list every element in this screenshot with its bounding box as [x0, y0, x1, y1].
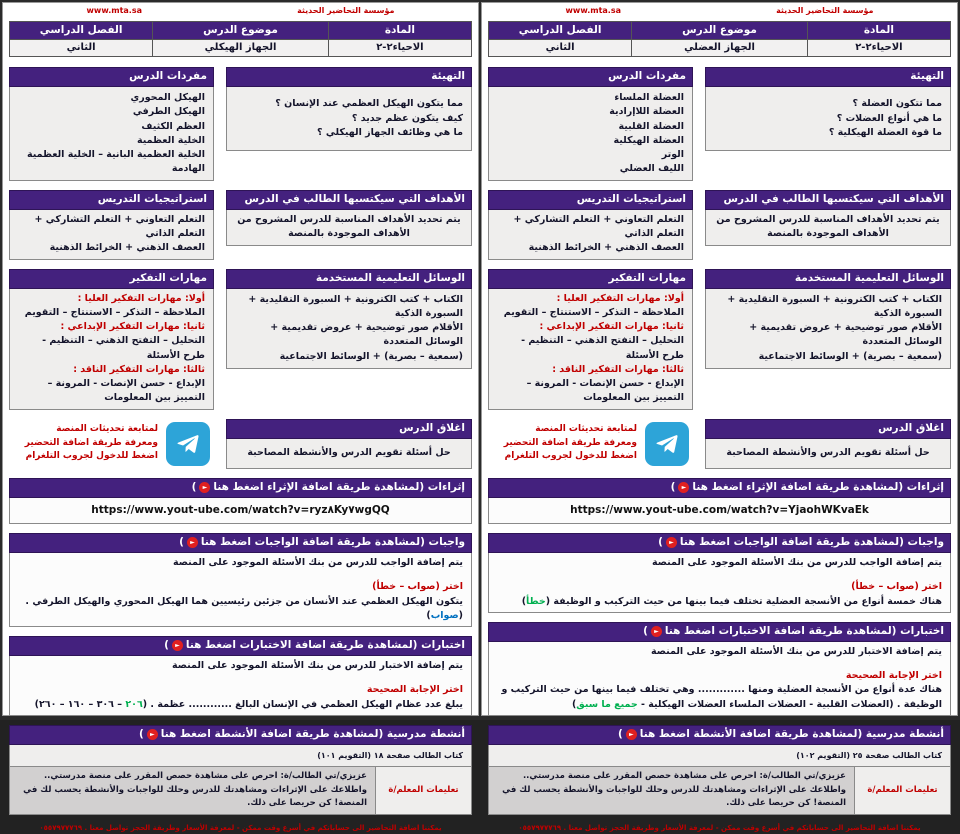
- skill-group-1-head: أولا: مهارات التفكير العليا :: [77, 292, 205, 304]
- list-item: عزيزي/تي الطالب/ة: احرص على مشاهدة حصص المقرر على منصة مدرستي..: [43, 771, 367, 781]
- skill-group-3-body: الإبداع - حسن الإنصات - المرونة – التمييز بين المعلومات: [526, 378, 684, 404]
- col-subject-header: المادة: [807, 22, 950, 40]
- enrichment-title: إثراءات (لمشاهدة طريقة اضافة الإثراء اضغط هنا: [692, 480, 944, 493]
- tests-title: اختبارات (لمشاهدة طريقة اضافة الاختبارات اضغط هنا: [185, 639, 465, 651]
- thinking-skills-body: [9, 289, 214, 410]
- list-item: لمتابعة تحديثات المنصة: [535, 424, 637, 435]
- list-item: العضلة الهيكلية: [613, 134, 684, 146]
- objectives-text: يتم تحديد الأهداف المناسبة للدرس المشروح من الأهداف الموجودة بالمنصة: [705, 210, 951, 246]
- tests-header[interactable]: [488, 622, 951, 642]
- lesson-plan-page: [481, 2, 958, 832]
- homework-paren: ): [179, 535, 184, 548]
- closing-section: [705, 419, 951, 469]
- warmup-questions: [226, 87, 472, 151]
- homework-choose-label: اختر (صواب – خطأ): [851, 581, 942, 593]
- activities-paren: ): [617, 727, 623, 740]
- teacher-instructions-label: تعليمات المعلم/ة: [375, 767, 471, 814]
- homework-title: واجبات (لمشاهدة طريقة اضافة الواجبات اضغط هنا: [679, 535, 944, 548]
- tests-section: [9, 636, 472, 716]
- skill-group-2-body: التحليل – التفتح الذهني – التنظيم - طرح الأسئلة: [521, 335, 684, 361]
- homework-answer: صواب: [430, 609, 459, 621]
- list-item: الهيكل الطرفي: [132, 106, 205, 118]
- list-item: الأقلام صور توضيحية + عروض تقديمية + الوسائل المتعددة: [270, 322, 463, 348]
- homework-paren: ): [658, 535, 663, 548]
- skill-group-3-head: ثالثا: مهارات التفكير الناقد :: [552, 363, 684, 375]
- play-icon[interactable]: ►: [147, 729, 158, 740]
- warmup-questions: [705, 87, 951, 151]
- skill-group-2-body: التحليل – التفتح الذهني – التنظيم - طرح الأسئلة: [42, 335, 205, 361]
- telegram-note[interactable]: [25, 423, 158, 464]
- semester-value: الثاني: [10, 40, 153, 57]
- homework-body: [9, 553, 472, 627]
- student-book-reference: كتاب الطالب صفحة ١٨ (التقويم ١٠١): [9, 745, 472, 767]
- closing-text: حل أسئلة تقويم الدرس والأنشطة المصاحبة: [226, 439, 472, 469]
- closing-title: اغلاق الدرس: [705, 419, 951, 439]
- list-item: واطلاعك على الإثراءات ومشاهدتك للدرس وحلك للواجبات والأنشطة يحسب لك في المنصة! كن حريصا على ذلك.: [502, 784, 846, 809]
- list-item: ما هي أنواع العضلات ؟: [836, 112, 942, 124]
- page-header-strip: [9, 6, 472, 15]
- thinking-skills-title: مهارات التفكير: [9, 269, 214, 289]
- teaching-aids-title: الوسائل التعليمية المستخدمة: [226, 269, 472, 289]
- thinking-skills-section: [488, 269, 693, 410]
- warmup-section: [705, 67, 951, 181]
- list-item: (سمعية – بصرية) + الوسائط الاجتماعية: [758, 350, 942, 362]
- teacher-instructions-text: [10, 767, 375, 814]
- list-item: ومعرفة طريقة اضافة التحضير: [24, 437, 158, 448]
- play-icon[interactable]: ►: [678, 482, 689, 493]
- play-icon[interactable]: ►: [187, 537, 198, 548]
- list-item: ومعرفة طريقة اضافة التحضير: [503, 437, 637, 448]
- semester-value: الثاني: [489, 40, 632, 57]
- list-item: اضغط للدخول لجروب التلغرام: [504, 451, 637, 462]
- test-question-end: – ٣٠٦ – ١٦٠ – ٢٦٠): [34, 698, 126, 710]
- list-item: الأقلام صور توضيحية + عروض تقديمية + الوسائل المتعددة: [749, 322, 942, 348]
- list-item: الهيكل المحوري: [130, 92, 205, 104]
- homework-question-end: ): [521, 595, 527, 607]
- thinking-skills-body: [488, 289, 693, 410]
- telegram-note[interactable]: [504, 423, 637, 464]
- list-item: مما تتكون العضلة ؟: [852, 98, 942, 110]
- homework-intro: يتم إضافة الواجب للدرس من بنك الأسئلة الموجود على المنصة: [172, 557, 463, 568]
- play-icon[interactable]: ►: [626, 729, 637, 740]
- objectives-section: [226, 190, 472, 260]
- objectives-title: الأهداف التي سيكتسبها الطالب في الدرس: [705, 190, 951, 210]
- strategies-list: [488, 210, 693, 260]
- homework-question-text: هناك خمسة أنواع من الأنسجة العضلية تختلف فيما بينها من حيث التركيب و الوظيفة (: [545, 595, 942, 607]
- telegram-block: [488, 419, 693, 469]
- list-item: ما قوة العضلة الهيكلية ؟: [828, 126, 942, 138]
- enrichment-paren: ): [670, 480, 676, 493]
- test-question-text: يبلغ عدد عظام الهيكل العظمي في الإنسان البالغ ............ عظمة . (: [142, 698, 463, 710]
- vocab-title: مفردات الدرس: [488, 67, 693, 87]
- col-semester-header: الفصل الدراسي: [10, 22, 153, 40]
- list-item: التعلم التعاوني + التعلم التشاركي + التعلم الذاتي: [34, 213, 205, 239]
- enrichment-header[interactable]: [488, 478, 951, 498]
- vocab-section: [488, 67, 693, 181]
- list-item: الوتر: [661, 149, 684, 161]
- list-item: العضلة اللاإرادية: [609, 106, 684, 118]
- tests-paren: ): [164, 639, 169, 651]
- homework-body: [488, 553, 951, 613]
- telegram-icon[interactable]: [645, 422, 689, 466]
- teacher-instructions-label: تعليمات المعلم/ة: [854, 767, 950, 814]
- warmup-title: التهيئة: [705, 67, 951, 87]
- test-answer: ٢٠٦: [125, 698, 143, 710]
- list-item: العصف الذهني + الخرائط الذهنية: [528, 242, 684, 254]
- contact-footer: يمكننا اضافة التحاضير الى حساباتكم في أسرع وقت ممكن - لمعرفة الأسعار وطريقة الحجز تواصل معنا . ٠٥٥٧٩٧٧٧٦٩: [518, 823, 921, 832]
- list-item: ما هي وظائف الجهاز الهيكلي ؟: [317, 126, 463, 138]
- activities-title: أنشطة مدرسية (لمشاهدة طريقة اضافة الأنشطة اضغط هنا: [639, 727, 944, 740]
- teaching-aids-section: [226, 269, 472, 410]
- strategies-section: [488, 190, 693, 260]
- list-item: الكتاب + كتب الكترونية + السبورة التقليدية + السبورة الذكية: [248, 293, 463, 319]
- warmup-title: التهيئة: [226, 67, 472, 87]
- homework-section: [9, 533, 472, 627]
- closing-title: اغلاق الدرس: [226, 419, 472, 439]
- objectives-title: الأهداف التي سيكتسبها الطالب في الدرس: [226, 190, 472, 210]
- list-item: العظم الكثيف: [141, 120, 205, 132]
- list-item: (سمعية – بصرية) + الوسائط الاجتماعية: [279, 350, 463, 362]
- tests-body: [488, 642, 951, 716]
- teaching-aids-list: [226, 289, 472, 369]
- test-question: [497, 683, 942, 712]
- homework-intro: يتم إضافة الواجب للدرس من بنك الأسئلة الموجود على المنصة: [651, 557, 942, 568]
- vocab-list: [488, 87, 693, 181]
- lesson-plan-page: [2, 2, 479, 832]
- telegram-icon[interactable]: [166, 422, 210, 466]
- play-icon[interactable]: ►: [172, 640, 183, 651]
- strategies-list: [9, 210, 214, 260]
- subject-value: الاحياء٢-٢: [807, 40, 950, 57]
- teaching-aids-section: [705, 269, 951, 410]
- skill-group-1-body: الملاحظة – التذكر – الاستنتاج – التقويم: [24, 306, 205, 318]
- subject-value: الاحياء٢-٢: [328, 40, 471, 57]
- site-name: مؤسسة التحاضير الحديثة: [297, 6, 395, 15]
- enrichment-url-row: [9, 498, 472, 524]
- col-subject-header: المادة: [328, 22, 471, 40]
- strategies-title: استراتيجيات التدريس: [9, 190, 214, 210]
- list-item: الكتاب + كتب الكترونية + السبورة التقليدية + السبورة الذكية: [727, 293, 942, 319]
- list-item: كيف يتكون عظم جديد ؟: [351, 112, 463, 124]
- enrichment-section: [488, 478, 951, 524]
- closing-section: [226, 419, 472, 469]
- tests-choose-label: اختر الإجابة الصحيحة: [366, 684, 463, 696]
- tests-intro: يتم إضافة الاختبار للدرس من بنك الأسئلة الموجود على المنصة: [171, 660, 463, 672]
- skill-group-3-head: ثالثا: مهارات التفكير الناقد :: [73, 363, 205, 375]
- homework-question-text: يتكون الهيكل العظمي عند الأنسان من جزئين رئيسيين هما الهيكل المحوري والهيكل الطرفي . (: [25, 595, 463, 621]
- site-url-link[interactable]: www.mta.sa: [565, 6, 621, 15]
- telegram-block: [9, 419, 214, 469]
- activities-section: [488, 725, 951, 815]
- skill-group-3-body: الإبداع - حسن الإنصات - المرونة – التمييز بين المعلومات: [47, 378, 205, 404]
- strategies-title: استراتيجيات التدريس: [488, 190, 693, 210]
- student-book-reference: كتاب الطالب صفحة ٢٥ (التقويم ١٠٢): [488, 745, 951, 767]
- list-item: عزيزي/تي الطالب/ة: احرص على مشاهدة حصص المقرر على منصة مدرستي..: [522, 771, 846, 781]
- activities-section: [9, 725, 472, 815]
- lesson-info-table: [9, 21, 472, 57]
- tests-header[interactable]: [9, 636, 472, 656]
- enrichment-url-link[interactable]: https://www.yout-ube.com/watch?v=YjaohWKvaEk: [570, 503, 869, 516]
- col-semester-header: الفصل الدراسي: [489, 22, 632, 40]
- list-item: التعلم التعاوني + التعلم التشاركي + التعلم الذاتي: [513, 213, 684, 239]
- homework-choose-label: اختر (صواب – خطأ): [372, 581, 463, 593]
- vocab-title: مفردات الدرس: [9, 67, 214, 87]
- enrichment-url-link[interactable]: https://www.yout-ube.com/watch?v=ryz٨Ky٧wgQQ: [91, 503, 390, 516]
- play-icon[interactable]: ►: [199, 482, 210, 493]
- enrichment-header[interactable]: [9, 478, 472, 498]
- topic-value: الجهاز الهيكلي: [153, 40, 329, 57]
- test-question: [18, 698, 463, 712]
- activities-paren: ): [138, 727, 144, 740]
- homework-question-end: ): [426, 609, 431, 621]
- objectives-section: [705, 190, 951, 260]
- tests-choose-label: اختر الإجابة الصحيحة: [845, 670, 942, 682]
- list-item: الخلية العظمية: [137, 134, 205, 146]
- play-icon[interactable]: ►: [666, 537, 677, 548]
- teaching-aids-list: [705, 289, 951, 369]
- teacher-instructions-text: [489, 767, 854, 814]
- list-item: مما يتكون الهيكل العظمي عند الإنسان ؟: [275, 98, 463, 110]
- teacher-instructions-row: [488, 767, 951, 815]
- enrichment-url-row: [488, 498, 951, 524]
- list-item: العضلة القلبية: [618, 120, 684, 132]
- tests-body: [9, 656, 472, 716]
- list-item: العضلة الملساء: [614, 92, 684, 104]
- tests-title: اختبارات (لمشاهدة طريقة اضافة الاختبارات اضغط هنا: [664, 624, 944, 637]
- activities-header[interactable]: [488, 725, 951, 745]
- activities-title: أنشطة مدرسية (لمشاهدة طريقة اضافة الأنشطة اضغط هنا: [160, 727, 465, 740]
- tests-intro: يتم إضافة الاختبار للدرس من بنك الأسئلة الموجود على المنصة: [650, 645, 942, 657]
- skill-group-1-head: أولا: مهارات التفكير العليا :: [556, 292, 684, 304]
- list-item: واطلاعك على الإثراءات ومشاهدتك للدرس وحلك للواجبات والأنشطة يحسب لك في المنصة! كن حريصا على ذلك.: [23, 784, 367, 809]
- col-topic-header: موضوع الدرس: [153, 22, 329, 40]
- skill-group-2-head: ثانيا: مهارات التفكير الإبداعي :: [60, 321, 205, 333]
- vocab-list: [9, 87, 214, 181]
- skill-group-1-body: الملاحظة – التذكر – الاستنتاج – التقويم: [503, 306, 684, 318]
- enrichment-title: إثراءات (لمشاهدة طريقة اضافة الإثراء اضغط هنا: [213, 480, 465, 493]
- homework-question: [497, 595, 942, 609]
- list-item: اضغط للدخول لجروب التلغرام: [25, 451, 158, 462]
- homework-title: واجبات (لمشاهدة طريقة اضافة الواجبات اضغط هنا: [200, 535, 465, 548]
- objectives-text: يتم تحديد الأهداف المناسبة للدرس المشروح من الأهداف الموجودة بالمنصة: [226, 210, 472, 246]
- activities-header[interactable]: [9, 725, 472, 745]
- test-question-text: هناك عدة أنواع من الأنسجة العضلية ومنها ............. وهي تختلف فيما بينها من حيث التركيب و الوظيفة . (العضلات القلبية - العضلات الملساء العضلات الهيكلية -: [501, 684, 942, 710]
- skill-group-2-head: ثانيا: مهارات التفكير الإبداعي :: [539, 321, 684, 333]
- homework-question: [18, 595, 463, 624]
- tests-section: [488, 622, 951, 716]
- play-icon[interactable]: ►: [651, 626, 662, 637]
- contact-footer: يمكننا اضافة التحاضير الى حساباتكم في أسرع وقت ممكن - لمعرفة الأسعار وطريقة الحجز تواصل معنا . ٠٥٥٧٩٧٧٧٦٩: [39, 823, 442, 832]
- test-question-end: ): [571, 698, 577, 710]
- teaching-aids-title: الوسائل التعليمية المستخدمة: [705, 269, 951, 289]
- warmup-section: [226, 67, 472, 181]
- teacher-instructions-row: [9, 767, 472, 815]
- site-name: مؤسسة التحاضير الحديثة: [776, 6, 874, 15]
- enrichment-section: [9, 478, 472, 524]
- topic-value: الجهاز العضلي: [632, 40, 808, 57]
- lesson-info-table: [488, 21, 951, 57]
- homework-header[interactable]: [9, 533, 472, 553]
- closing-text: حل أسئلة تقويم الدرس والأنشطة المصاحبة: [705, 439, 951, 469]
- col-topic-header: موضوع الدرس: [632, 22, 808, 40]
- list-item: الليف العضلي: [619, 163, 684, 175]
- list-item: العصف الذهني + الخرائط الذهنية: [49, 242, 205, 254]
- strategies-section: [9, 190, 214, 260]
- list-item: الخلية العظمية البانية – الخلية العظمية الهادمة: [26, 149, 205, 175]
- list-item: لمتابعة تحديثات المنصة: [56, 424, 158, 435]
- homework-answer: خطأ: [526, 595, 546, 607]
- vocab-section: [9, 67, 214, 181]
- test-answer: جميع ما سبق: [576, 698, 638, 710]
- homework-section: [488, 533, 951, 613]
- tests-paren: ): [643, 624, 648, 637]
- enrichment-paren: ): [191, 480, 197, 493]
- thinking-skills-title: مهارات التفكير: [488, 269, 693, 289]
- page-header-strip: [488, 6, 951, 15]
- site-url-link[interactable]: www.mta.sa: [86, 6, 142, 15]
- thinking-skills-section: [9, 269, 214, 410]
- homework-header[interactable]: [488, 533, 951, 553]
